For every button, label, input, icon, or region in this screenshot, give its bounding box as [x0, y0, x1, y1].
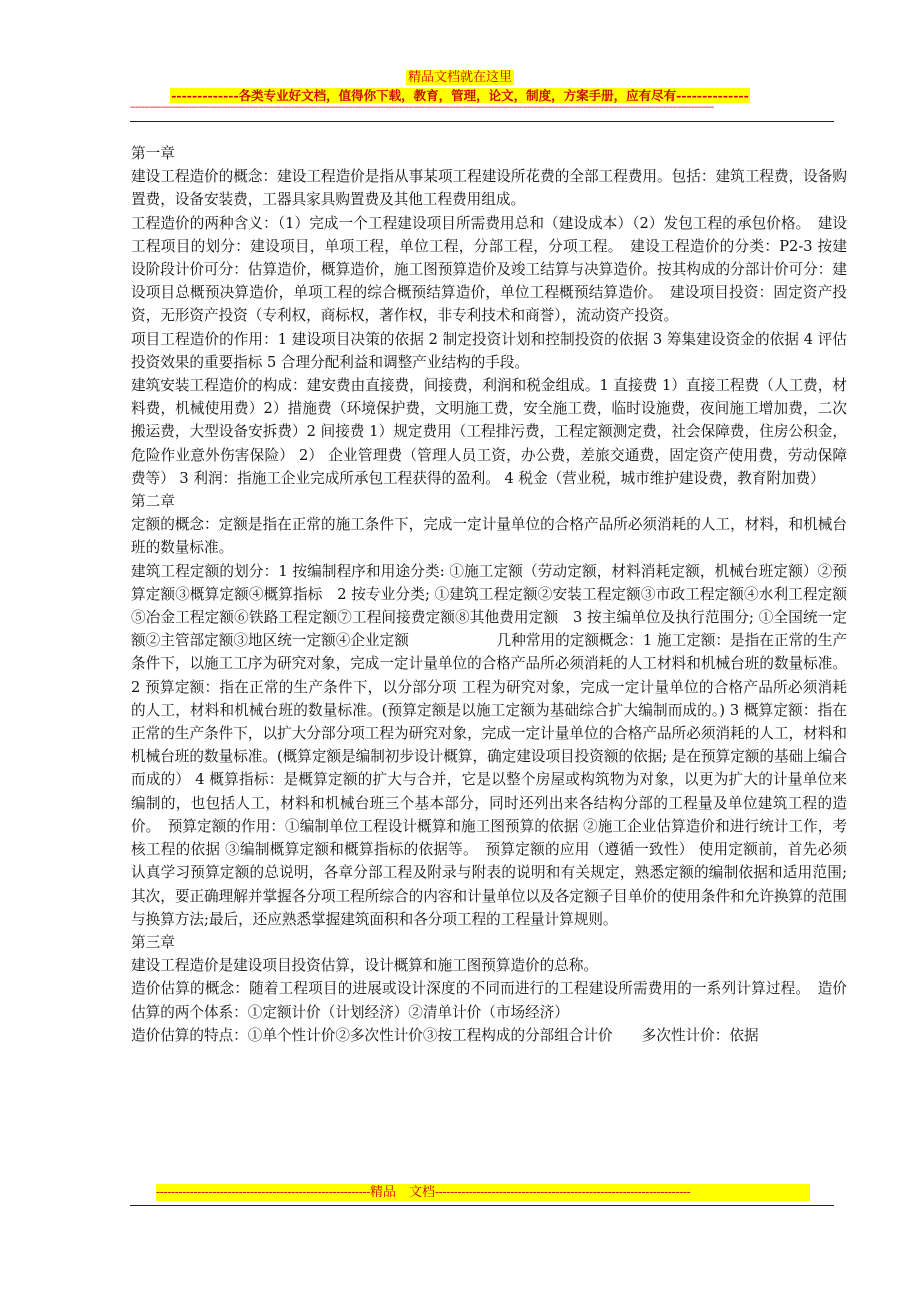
- bottom-rule: [130, 1205, 834, 1206]
- header-dash-line: ------------------------------------------------------------------------------------------------------------------------------------------------------------------------------------------------------------------: [130, 102, 714, 113]
- header-title: 精品文档就在这里: [407, 70, 512, 85]
- paragraph: 造价估算的概念：随着工程项目的进展或设计深度的不同而进行的工程建设所需费用的一系列计算过程。 造价估算的两个体系：①定额计价（计划经济）②清单计价（市场经济）: [131, 980, 847, 1021]
- paragraph: 建筑工程定额的划分：1 按编制程序和用途分类: ①施工定额（劳动定额，材料消耗定额，机械台班定额）②预算定额③概算定额④概算指标 2 按专业分类; ①建筑工程定额②安装工程定额③市政工程定额④水利工程定额⑤冶金工程定额⑥铁路工程定额⑦工程间接费定额⑧其他费用定额 3 按主编单位及执行范围分; ①全国统一定额②主管部定额③地区统一定额④企业定额 几种常用的定额概念：1 施工定额：是指在正常的生产条件下，以施工工序为研究对象，完成一定计量单位的合格产品所必须消耗的人工材料和机械台班的数量标准。2 预算定额：指在正常的生产条件下，以分部分项 工程为研究对象，完成一定计量单位的合格产品所必须消耗的人工，材料和机械台班的数量标准。(预算定额是以施工定额为基础综合扩大编制而成的。) 3 概算定额：指在正常的生产条件下，以扩大分部分项工程为研究对象，完成一定计量单位的合格产品所必须消耗的人工，材料和机械台班的数量标准。(概算定额是编制初步设计概算，确定建设项目投资额的依据; 是在预算定额的基础上编合而成的） 4 概算指标：是概算定额的扩大与合并，它是以整个房屋或构筑物为对象，以更为扩大的计量单位来编制的，也包括人工，材料和机械台班三个基本部分，同时还列出来各结构分部的工程量及单位建筑工程的造价。 预算定额的作用：①编制单位工程设计概算和施工图预算的依据 ②施工企业估算造价和进行统计工作，考核工程的依据 ③编制概算定额和概算指标的依据等。 预算定额的应用（遵循一致性） 使用定额前，首先必须认真学习预算定额的总说明，各章分部工程及附录与附表的说明和有关规定，熟悉定额的编制依据和适用范围; 其次，要正确理解并掌握各分项工程所综合的内容和计量单位以及各定额子目单价的使用条件和允许换算的范围与换算方法;最后，还应熟悉掌握建筑面积和各分项工程的工程量计算规则。: [131, 562, 847, 928]
- paragraph: 工程造价的两种含义：（1）完成一个工程建设项目所需费用总和（建设成本）（2）发包工程的承包价格。 建设工程项目的划分：建设项目，单项工程，单位工程，分部工程，分项工程。 建设工程造价的分类：P2-3 按建设阶段计价可分：估算造价，概算造价，施工图预算造价及竣工结算与决算造价。按其构成的分部计价可分：建设项目总概预决算造价，单项工程的综合概预结算造价，单位工程概预结算造价。 建设项目投资：固定资产投资，无形资产投资（专利权，商标权，著作权，非专利技术和商誉），流动资产投资。: [131, 214, 847, 325]
- paragraph: 定额的概念：定额是指在正常的施工条件下，完成一定计量单位的合格产品所必须消耗的人工，材料，和机械台班的数量标准。: [131, 516, 847, 557]
- paragraph: 建设工程造价是建设项目投资估算，设计概算和施工图预算造价的总称。: [131, 957, 599, 975]
- footer-label: 精品 文档: [370, 1185, 436, 1200]
- paragraph: 建设工程造价的概念：建设工程造价是指从事某项工程建设所花费的全部工程费用。包括：建筑工程费，设备购置费，设备安装费，工器具家具购置费及其他工程费用组成。: [131, 168, 847, 209]
- document-body: [131, 142, 847, 1047]
- chapter-2-heading: 第二章: [131, 493, 175, 511]
- footer-banner: [156, 1184, 810, 1201]
- top-rule: [130, 121, 834, 122]
- header-banner: -------------各类专业好文档，值得你下载，教育，管理，论文，制度，方案手册，应有尽有--------------: [171, 88, 749, 103]
- paragraph: 建筑安装工程造价的构成：建安费由直接费，间接费，利润和税金组成。1 直接费 1）直接工程费（人工费，材料费，机械使用费）2）措施费（环境保护费，文明施工费，安全施工费，临时设施费，夜间施工增加费，二次搬运费，大型设备安拆费）2 间接费 1）规定费用（工程排污费，工程定额测定费，社会保障费，住房公积金，危险作业意外伤害保险） 2） 企业管理费（管理人员工资，办公费，差旅交通费，固定资产使用费，劳动保障费等） 3 利润：指施工企业完成所承包工程获得的盈利。 4 税金（营业税，城市维护建设费，教育附加费）: [131, 377, 847, 487]
- chapter-3-heading: 第三章: [131, 933, 175, 951]
- paragraph: 项目工程造价的作用：1 建设项目决策的依据 2 制定投资计划和控制投资的依据 3 筹集建设资金的依据 4 评估投资效果的重要指标 5 合理分配利益和调整产业结构的手段。: [131, 330, 847, 371]
- footer-left-dashes: ---------------------------------------------------------: [156, 1185, 371, 1199]
- chapter-1-heading: 第一章: [131, 145, 175, 162]
- footer-right-dashes: --------------------------------------------------------------------: [435, 1185, 691, 1199]
- paragraph: 造价估算的特点：①单个性计价②多次性计价③按工程构成的分部组合计价 多次性计价：依据: [131, 1026, 759, 1044]
